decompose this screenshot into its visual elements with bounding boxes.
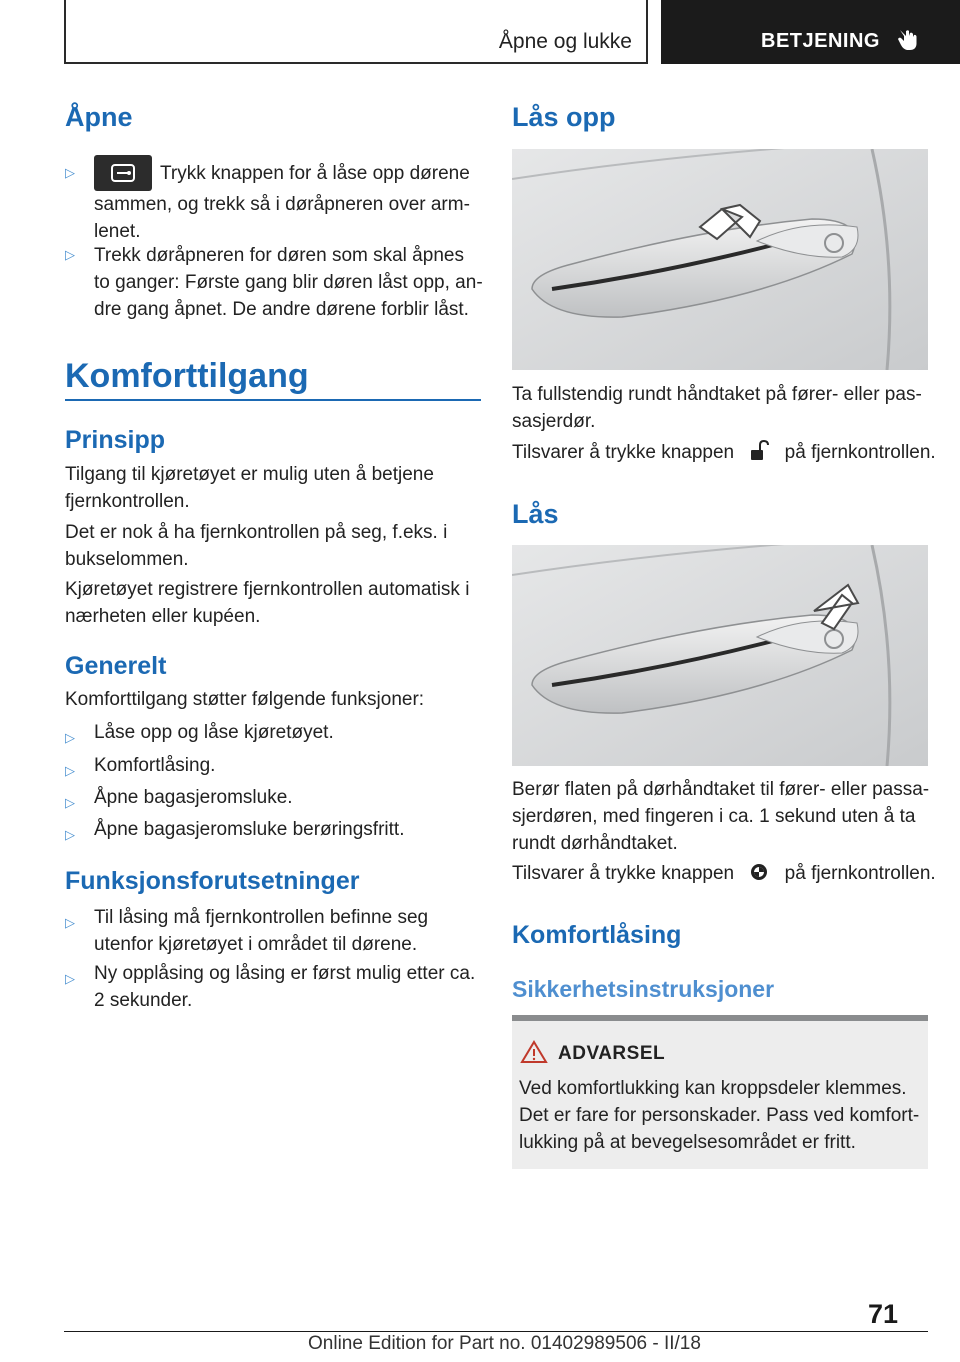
page-number: 71: [868, 1299, 899, 1329]
bullet-icon: ▷: [65, 827, 75, 842]
equivalent-note-text: Tilsvarer å trykke knappen: [512, 863, 735, 884]
equivalent-note: [512, 439, 936, 466]
warning-line: lukking på at bevegelsesområdet er fritt.: [519, 1132, 856, 1153]
bullet-icon: ▷: [65, 247, 75, 262]
list-item-text: sammen, og trekk så i døråpneren over arm-: [94, 194, 470, 215]
door-handle-lock-image: [512, 545, 928, 766]
list-item-text: lenet.: [94, 221, 141, 242]
bullet-icon: ▷: [65, 763, 75, 778]
bullet-icon: ▷: [65, 795, 75, 810]
warning-text: [519, 1075, 919, 1156]
list-item: [65, 816, 485, 844]
list-item-text: Låse opp og låse kjøretøyet.: [94, 722, 334, 743]
list-item-text: Åpne bagasjeromsluke berøringsfritt.: [94, 819, 405, 840]
caption-line: sjerdøren, med fingeren i ca. 1 sekund uten å ta: [512, 806, 916, 827]
bullet-icon: ▷: [65, 730, 75, 745]
list-item-text: Ny opplåsing og låsing er først mulig etter ca.: [94, 963, 476, 984]
bullet-icon: ▷: [65, 165, 75, 180]
paragraph-line: nærheten eller kupéen.: [65, 606, 261, 627]
paragraph: Komforttilgang støtter følgende funksjoner:: [65, 689, 425, 710]
equivalent-note-text: Tilsvarer å trykke knappen: [512, 442, 735, 463]
paragraph-line: Kjøretøyet registrere fjernkontrollen automatisk i: [65, 579, 470, 600]
heading-komforttilgang: Komforttilgang: [65, 357, 309, 395]
hand-pointer-icon: [897, 26, 921, 52]
warning-line: Det er fare for personskader. Pass ved komfort-: [519, 1105, 920, 1126]
paragraph-line: fjernkontrollen.: [65, 491, 190, 512]
section-title: Åpne og lukke: [498, 30, 632, 53]
list-item-text: utenfor kjøretøyet i området til dørene.: [94, 934, 418, 955]
list-item: [65, 242, 485, 324]
unlock-icon: [739, 443, 779, 463]
heading-generelt: Generelt: [65, 652, 167, 680]
paragraph-line: bukselommen.: [65, 549, 189, 570]
list-item: [65, 960, 485, 1016]
list-item: [65, 160, 485, 242]
list-item-text: Trykk knappen for å låse opp dørene: [160, 163, 470, 184]
chapter-title: BETJENING: [761, 30, 880, 52]
list-item-text: Komfortlåsing.: [94, 755, 216, 776]
caption-line: rundt dørhåndtaket.: [512, 833, 678, 854]
bullet-icon: ▷: [65, 971, 75, 986]
warning-triangle-icon: [520, 1040, 548, 1064]
heading-prinsipp: Prinsipp: [65, 426, 166, 454]
paragraph: [65, 461, 434, 515]
list-item-text: Til låsing må fjernkontrollen befinne seg: [94, 907, 429, 928]
image-caption: [512, 776, 929, 857]
warning-line: Ved komfortlukking kan kroppsdeler klemmes.: [519, 1078, 907, 1099]
list-item: [65, 752, 485, 780]
bmw-logo-lock-icon: [739, 864, 779, 884]
footer-edition: Online Edition for Part no. 01402989506 - II/18: [308, 1333, 701, 1354]
list-item: [65, 784, 485, 812]
list-item: [65, 904, 485, 960]
list-item-text: dre gang åpnet. De andre dørene forblir låst.: [94, 299, 469, 320]
heading-laas-opp: Lås opp: [512, 102, 616, 132]
caption-line: sasjerdør.: [512, 411, 596, 432]
paragraph-line: Tilgang til kjøretøyet er mulig uten å betjene: [65, 464, 434, 485]
heading-laas: Lås: [512, 499, 559, 529]
image-caption: [512, 381, 922, 435]
caption-line: Ta fullstendig rundt håndtaket på fører- eller pas-: [512, 384, 922, 405]
door-button-icon: [94, 155, 152, 191]
heading-komfortlaasing: Komfortlåsing: [512, 921, 682, 949]
list-item-text: 2 sekunder.: [94, 990, 193, 1011]
header-chapter-box: [661, 0, 960, 64]
warning-label: ADVARSEL: [558, 1043, 666, 1064]
warning-top-bar: [512, 1015, 928, 1021]
heading-aapne: Åpne: [65, 102, 133, 132]
caption-line: Berør flaten på dørhåndtaket til fører- eller passa-: [512, 779, 930, 800]
footer-rule: [64, 1331, 928, 1332]
heading-rule: [65, 399, 481, 401]
paragraph: [65, 519, 447, 573]
heading-sikkerhetsinstruksjoner: Sikkerhetsinstruksjoner: [512, 976, 775, 1002]
list-item: [65, 719, 485, 747]
equivalent-note-text: på fjernkontrollen.: [784, 442, 936, 463]
paragraph: [65, 576, 469, 630]
equivalent-note-text: på fjernkontrollen.: [784, 863, 936, 884]
header-section-box: [64, 0, 648, 64]
list-item-text: Trekk døråpneren for døren som skal åpnes: [94, 245, 464, 266]
warning-box: [512, 1015, 928, 1169]
bullet-icon: ▷: [65, 915, 75, 930]
list-item-text: to ganger: Første gang blir døren låst opp, an-: [94, 272, 483, 293]
list-item-text: Åpne bagasjeromsluke.: [94, 787, 293, 808]
door-handle-unlock-image: [512, 149, 928, 370]
heading-funksjonsforutsetninger: Funksjonsforutsetninger: [65, 867, 360, 895]
paragraph-line: Det er nok å ha fjernkontrollen på seg, f.eks. i: [65, 522, 448, 543]
equivalent-note: [512, 860, 936, 887]
